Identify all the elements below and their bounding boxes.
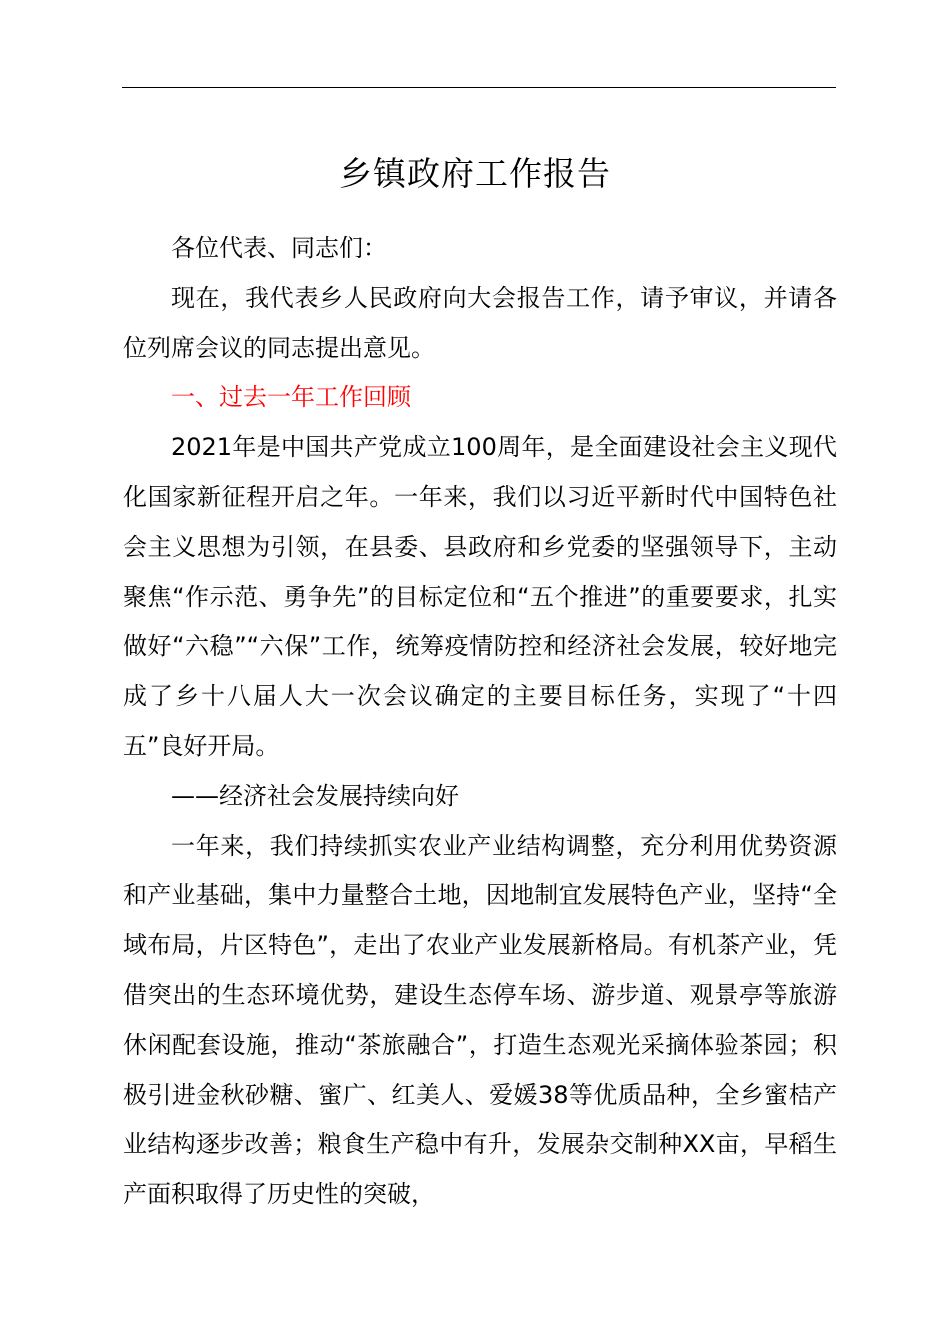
opening-paragraph: 现在，我代表乡人民政府向大会报告工作，请予审议，并请各位列席会议的同志提出意见。 xyxy=(123,283,837,362)
subheading-paragraph: ——经济社会发展持续向好 xyxy=(171,781,459,810)
salutation-paragraph: 各位代表、同志们： xyxy=(171,234,387,262)
section-heading: 一、过去一年工作回顾 xyxy=(171,383,411,412)
agriculture-paragraph: 一年来，我们持续抓实农业产业结构调整，充分利用优势资源和产业基础，集中力量整合土地，因地制宜发展特色产业，坚持“全域布局，片区特色”，走出了农业产业发展新格局。有机茶产业，凭借突出的生态环境优势，建设生态停车场、游步道、观景亭等旅游休闲配套设施，推动“茶旅融合”，打造生态观光采摘体验茶园；积极引进金秋砂糖、蜜广、红美人、爱媛38等优质品种，全乡蜜桔产业结构逐步改善；粮食生产稳中有升，发展杂交制种XX亩，早稻生产面积取得了历史性的突破， xyxy=(123,831,837,1209)
review-paragraph: 2021年是中国共产党成立100周年，是全面建设社会主义现代化国家新征程开启之年。一年来，我们以习近平新时代中国特色社会主义思想为引领，在县委、县政府和乡党委的坚强领导下，主动聚焦“作示范、勇争先”的目标定位和“五个推进”的重要要求，扎实做好“六稳”“六保”工作，统筹疫情防控和经济社会发展，较好地完成了乡十八届人大一次会议确定的主要目标任务，实现了“十四五”良好开局。 xyxy=(123,433,837,760)
header-rule xyxy=(122,87,836,88)
document-body xyxy=(123,224,837,1220)
document-title: 乡镇政府工作报告 xyxy=(339,154,611,193)
